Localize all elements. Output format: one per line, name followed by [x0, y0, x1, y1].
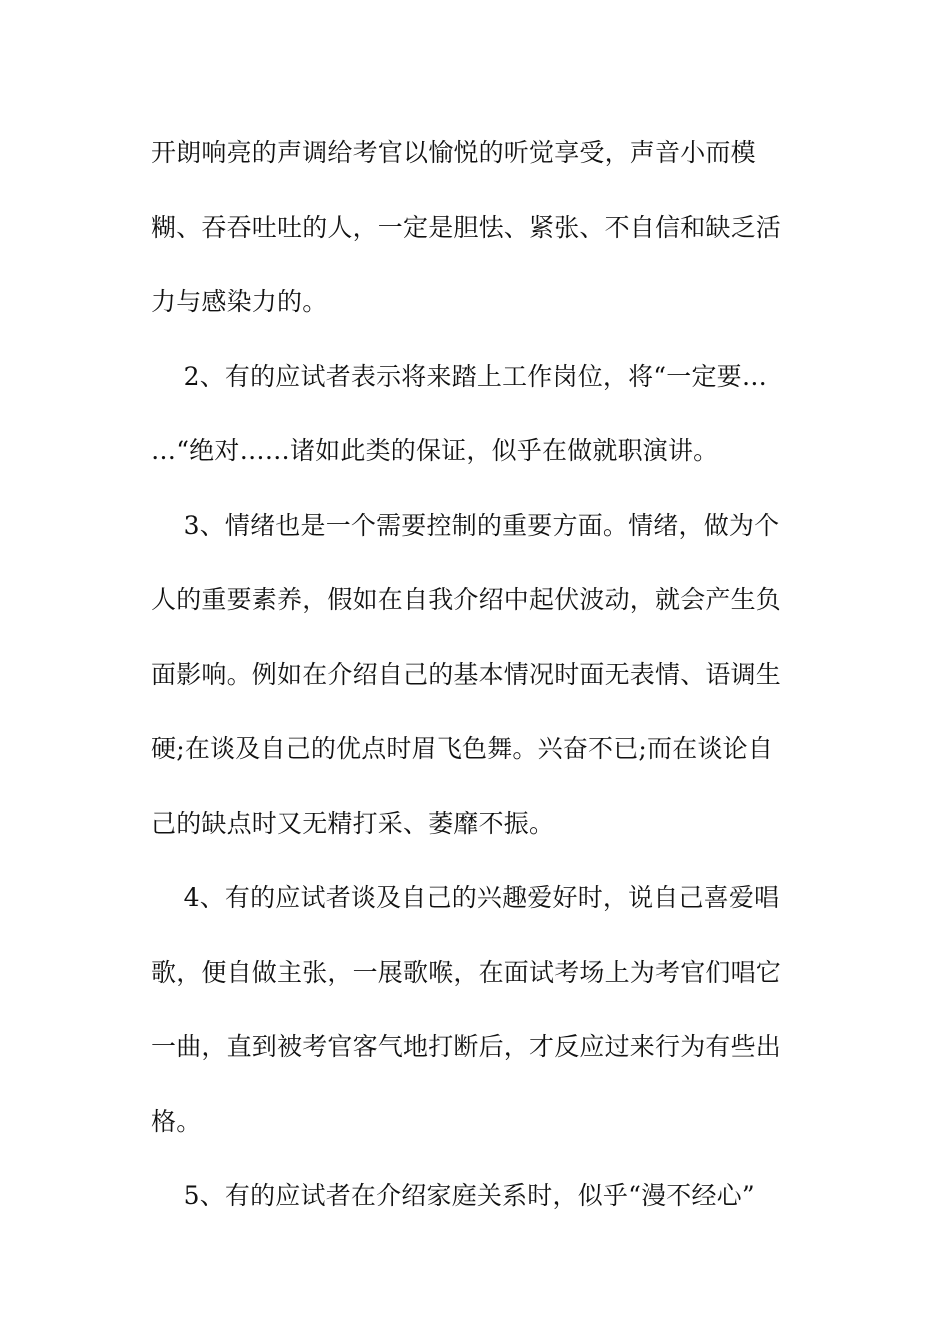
body-text [151, 128, 811, 1246]
text-line: 开朗响亮的声调给考官以愉悦的听觉享受，声音小而模 [151, 138, 756, 167]
text-line: 5、有的应试者在介绍家庭关系时，似乎“漫不经心” [151, 1181, 755, 1210]
text-line: 人的重要素养，假如在自我介绍中起伏波动，就会产生负 [151, 585, 782, 614]
text-line: 力与感染力的。 [151, 287, 328, 316]
text-line: 3、情绪也是一个需要控制的重要方面。情绪，做为个 [151, 510, 780, 540]
text-line: 4、有的应试者谈及自己的兴趣爱好时，说自己喜爱唱 [151, 883, 780, 912]
text-line: 糊、吞吞吐吐的人，一定是胆怯、紧张、不自信和缺乏活 [151, 212, 782, 242]
text-line: 格。 [151, 1106, 202, 1136]
text-line: 己的缺点时又无精打采、萎靡不振。 [151, 808, 555, 838]
text-line: …“绝对……诸如此类的保证，似乎在做就职演讲。 [151, 436, 719, 465]
text-line: 硬;在谈及自己的优点时眉飞色舞。兴奋不已;而在谈论自 [151, 734, 774, 763]
text-line: 2、有的应试者表示将来踏上工作岗位，将“一定要… [151, 361, 768, 391]
text-line: 歌，便自做主张，一展歌喉，在面试考场上为考官们唱它 [151, 957, 782, 987]
text-line: 面影响。例如在介绍自己的基本情况时面无表情、语调生 [151, 659, 782, 689]
text-line: 一曲，直到被考官客气地打断后，才反应过来行为有些出 [151, 1032, 782, 1061]
